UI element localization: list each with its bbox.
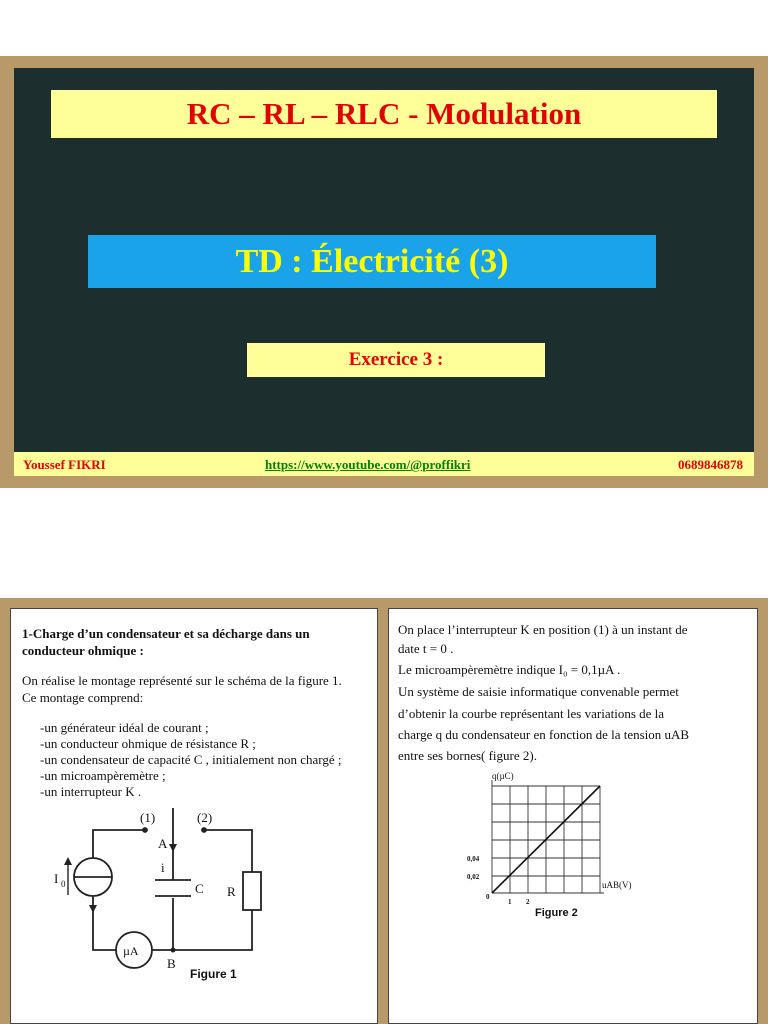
list-item: -un microampèremètre ; bbox=[40, 768, 166, 783]
source-label: I bbox=[54, 871, 59, 886]
list-item: -un condensateur de capacité C , initialement non chargé ; bbox=[40, 752, 342, 767]
charge-voltage-graph bbox=[462, 768, 642, 923]
exercise-banner bbox=[247, 343, 545, 377]
circuit-diagram bbox=[40, 800, 280, 985]
text-line: date t = 0 . bbox=[398, 641, 454, 656]
subtitle-banner bbox=[88, 235, 656, 288]
text-line: Le microampèremètre indique I₀ = 0,1µA . bbox=[398, 662, 621, 677]
text-line: charge q du condensateur en fonction de la tension uAB bbox=[398, 727, 690, 742]
phone-number: 0689846878 bbox=[678, 457, 743, 472]
figure-1-caption: Figure 1 bbox=[190, 967, 237, 981]
slide-title: RC – RL – RLC - Modulation bbox=[186, 96, 582, 131]
figure-2-caption: Figure 2 bbox=[535, 907, 578, 919]
x-axis-label: uAB(V) bbox=[602, 880, 632, 890]
y-tick: 0,02 bbox=[467, 873, 480, 881]
text-line: entre ses bornes( figure 2). bbox=[398, 748, 537, 763]
node-a-label: A bbox=[158, 836, 168, 851]
list-item: -un interrupteur K . bbox=[40, 784, 142, 799]
y-axis-label: q(µC) bbox=[492, 771, 514, 781]
switch-position-1: (1) bbox=[140, 810, 156, 825]
intro-line2: Ce montage comprend: bbox=[22, 690, 144, 705]
author-name: Youssef FIKRI bbox=[23, 457, 106, 472]
switch-position-2: (2) bbox=[197, 810, 213, 825]
resistor-label: R bbox=[227, 884, 236, 899]
text-line: Un système de saisie informatique convenable permet bbox=[398, 684, 679, 699]
exercise-label: Exercice 3 : bbox=[348, 349, 444, 370]
text-line: On place l’interrupteur K en position (1) à un instant de bbox=[398, 622, 688, 637]
node-b-label: B bbox=[167, 956, 176, 971]
current-label: i bbox=[161, 860, 165, 875]
text-line: d’obtenir la courbe représentant les variations de la bbox=[398, 706, 665, 721]
source-subscript: 0 bbox=[61, 879, 66, 889]
ammeter-label: µA bbox=[123, 944, 139, 958]
origin-label: 0 bbox=[486, 893, 490, 901]
youtube-link[interactable]: https://www.youtube.com/@proffikri bbox=[265, 457, 471, 472]
title-banner bbox=[51, 90, 717, 138]
x-tick: 2 bbox=[526, 898, 530, 906]
list-item: -un générateur idéal de courant ; bbox=[40, 720, 209, 735]
intro-line1: On réalise le montage représenté sur le schéma de la figure 1. bbox=[22, 673, 342, 688]
capacitor-label: C bbox=[195, 881, 204, 896]
section-heading-line2: conducteur ohmique : bbox=[22, 643, 144, 658]
y-tick: 0,04 bbox=[467, 855, 480, 863]
list-item: -un conducteur ohmique de résistance R ; bbox=[40, 736, 256, 751]
slide-subtitle: TD : Électricité (3) bbox=[235, 242, 509, 280]
source-arrow-icon bbox=[64, 857, 72, 865]
x-tick: 1 bbox=[508, 898, 512, 906]
footer-bar bbox=[14, 452, 754, 476]
section-heading-line1: 1-Charge d’un condensateur et sa décharge dans un bbox=[22, 626, 310, 641]
